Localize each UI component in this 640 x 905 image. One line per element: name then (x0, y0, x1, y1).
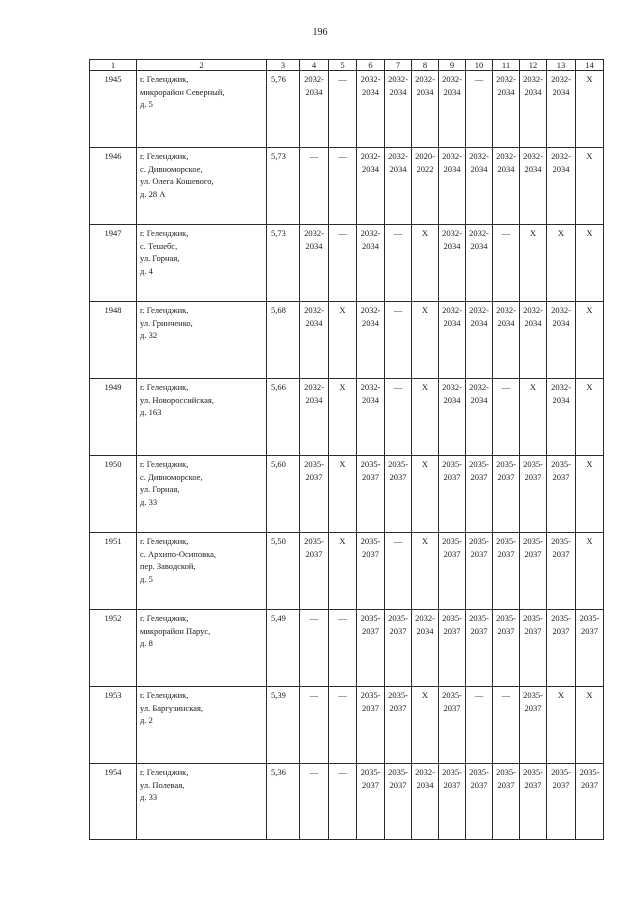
period-cell: 2032-2034 (412, 610, 439, 687)
period-cell: X (576, 302, 604, 379)
period-cell: 2035-2037 (439, 533, 466, 610)
period-cell: — (493, 225, 520, 302)
period-cell: 2035-2037 (439, 687, 466, 764)
period-cell: 2032-2034 (520, 302, 547, 379)
period-cell: X (576, 379, 604, 456)
period-cell: 2035-2037 (547, 610, 576, 687)
score-cell: 5,66 (267, 379, 300, 456)
period-cell: 2032-2034 (493, 148, 520, 225)
period-cell: 2035-2037 (300, 456, 329, 533)
period-cell: 2035-2037 (466, 610, 493, 687)
score-cell: 5,49 (267, 610, 300, 687)
period-cell: X (412, 379, 439, 456)
period-cell: 2032-2034 (466, 148, 493, 225)
period-cell: 2032-2034 (520, 148, 547, 225)
table-row (90, 71, 604, 148)
table-row (90, 148, 604, 225)
column-header: 6 (357, 60, 385, 71)
period-cell: X (520, 379, 547, 456)
period-cell: 2032-2034 (439, 225, 466, 302)
period-cell: 2032-2034 (493, 302, 520, 379)
row-number: 1951 (90, 533, 137, 610)
period-cell: 2020-2022 (412, 148, 439, 225)
period-cell: 2032-2034 (300, 379, 329, 456)
row-number: 1946 (90, 148, 137, 225)
column-number-header-row (90, 60, 604, 71)
period-cell: X (520, 225, 547, 302)
row-number: 1950 (90, 456, 137, 533)
period-cell: 2035-2037 (439, 764, 466, 840)
period-cell: 2035-2037 (466, 456, 493, 533)
column-header: 5 (329, 60, 357, 71)
column-header: 14 (576, 60, 604, 71)
period-cell: 2035-2037 (493, 764, 520, 840)
period-cell: 2035-2037 (576, 610, 604, 687)
period-cell: 2035-2037 (357, 610, 385, 687)
score-cell: 5,50 (267, 533, 300, 610)
address-cell: г. Геленджик, микрорайон Парус, д. 8 (137, 610, 267, 687)
period-cell: 2032-2034 (385, 71, 412, 148)
table-row (90, 610, 604, 687)
period-cell: 2032-2034 (547, 379, 576, 456)
period-cell: 2032-2034 (357, 71, 385, 148)
period-cell: 2032-2034 (547, 302, 576, 379)
period-cell: X (576, 456, 604, 533)
score-cell: 5,76 (267, 71, 300, 148)
period-cell: — (385, 379, 412, 456)
score-cell: 5,36 (267, 764, 300, 840)
period-cell: X (329, 533, 357, 610)
period-cell: 2035-2037 (493, 610, 520, 687)
score-cell: 5,60 (267, 456, 300, 533)
period-cell: 2032-2034 (412, 764, 439, 840)
period-cell: 2035-2037 (520, 610, 547, 687)
period-cell: X (329, 379, 357, 456)
period-cell: — (329, 148, 357, 225)
address-cell: г. Геленджик, с. Дивноморское, ул. Горная, д. 33 (137, 456, 267, 533)
address-cell: г. Геленджик, с. Архипо-Осиповка, пер. Заводской, д. 5 (137, 533, 267, 610)
period-cell: 2032-2034 (439, 71, 466, 148)
address-cell: г. Геленджик, микрорайон Северный, д. 5 (137, 71, 267, 148)
period-cell: 2035-2037 (520, 456, 547, 533)
period-cell: 2032-2034 (357, 379, 385, 456)
column-header: 4 (300, 60, 329, 71)
column-header: 10 (466, 60, 493, 71)
period-cell: 2032-2034 (412, 71, 439, 148)
period-cell: — (300, 764, 329, 840)
table-row (90, 764, 604, 840)
period-cell: 2035-2037 (439, 610, 466, 687)
table-row (90, 379, 604, 456)
period-cell: 2035-2037 (385, 764, 412, 840)
period-cell: 2032-2034 (357, 225, 385, 302)
score-cell: 5,73 (267, 148, 300, 225)
period-cell: X (412, 533, 439, 610)
period-cell: — (329, 764, 357, 840)
period-cell: 2035-2037 (520, 533, 547, 610)
period-cell: 2032-2034 (439, 302, 466, 379)
period-cell: — (329, 610, 357, 687)
column-header: 11 (493, 60, 520, 71)
column-header: 3 (267, 60, 300, 71)
period-cell: 2035-2037 (576, 764, 604, 840)
period-cell: 2035-2037 (439, 456, 466, 533)
column-header: 13 (547, 60, 576, 71)
address-cell: г. Геленджик, ул. Баргузинская, д. 2 (137, 687, 267, 764)
column-header: 12 (520, 60, 547, 71)
row-number: 1954 (90, 764, 137, 840)
column-header: 7 (385, 60, 412, 71)
address-cell: г. Геленджик, ул. Полевая, д. 33 (137, 764, 267, 840)
row-number: 1947 (90, 225, 137, 302)
period-cell: — (300, 610, 329, 687)
period-cell: 2032-2034 (357, 302, 385, 379)
page-number: 196 (312, 27, 328, 38)
row-number: 1949 (90, 379, 137, 456)
period-cell: 2035-2037 (357, 533, 385, 610)
period-cell: 2032-2034 (520, 71, 547, 148)
score-cell: 5,68 (267, 302, 300, 379)
period-cell: — (466, 71, 493, 148)
row-number: 1953 (90, 687, 137, 764)
score-cell: 5,73 (267, 225, 300, 302)
table-row (90, 225, 604, 302)
period-cell: X (576, 148, 604, 225)
period-cell: 2035-2037 (520, 687, 547, 764)
period-cell: 2035-2037 (385, 610, 412, 687)
period-cell: X (329, 302, 357, 379)
column-header: 8 (412, 60, 439, 71)
period-cell: X (412, 456, 439, 533)
table-row (90, 533, 604, 610)
column-header: 1 (90, 60, 137, 71)
period-cell: 2032-2034 (300, 302, 329, 379)
register-table (89, 59, 604, 840)
period-cell: X (547, 687, 576, 764)
score-cell: 5,39 (267, 687, 300, 764)
column-header: 2 (137, 60, 267, 71)
address-cell: г. Геленджик, с. Тешебс, ул. Горная, д. 4 (137, 225, 267, 302)
period-cell: 2032-2034 (466, 302, 493, 379)
period-cell: 2035-2037 (520, 764, 547, 840)
period-cell: 2032-2034 (439, 379, 466, 456)
table-row (90, 456, 604, 533)
period-cell: 2035-2037 (547, 456, 576, 533)
address-cell: г. Геленджик, с. Дивноморское, ул. Олега Кошевого, д. 28 А (137, 148, 267, 225)
table-row (90, 687, 604, 764)
period-cell: 2032-2034 (547, 148, 576, 225)
period-cell: 2035-2037 (493, 533, 520, 610)
period-cell: 2035-2037 (466, 764, 493, 840)
period-cell: X (412, 225, 439, 302)
column-header: 9 (439, 60, 466, 71)
period-cell: — (493, 687, 520, 764)
period-cell: 2032-2034 (300, 71, 329, 148)
row-number: 1952 (90, 610, 137, 687)
row-number: 1945 (90, 71, 137, 148)
period-cell: 2035-2037 (300, 533, 329, 610)
period-cell: — (329, 225, 357, 302)
period-cell: X (412, 687, 439, 764)
period-cell: — (329, 71, 357, 148)
period-cell: 2035-2037 (547, 533, 576, 610)
period-cell: X (547, 225, 576, 302)
period-cell: — (385, 225, 412, 302)
period-cell: — (385, 533, 412, 610)
period-cell: X (576, 71, 604, 148)
period-cell: 2032-2034 (439, 148, 466, 225)
period-cell: 2035-2037 (547, 764, 576, 840)
period-cell: 2035-2037 (466, 533, 493, 610)
period-cell: — (466, 687, 493, 764)
period-cell: 2035-2037 (357, 764, 385, 840)
period-cell: 2035-2037 (357, 687, 385, 764)
period-cell: — (300, 148, 329, 225)
period-cell: X (576, 225, 604, 302)
address-cell: г. Геленджик, ул. Гринченко, д. 32 (137, 302, 267, 379)
period-cell: 2035-2037 (357, 456, 385, 533)
table-row (90, 302, 604, 379)
period-cell: — (329, 687, 357, 764)
period-cell: 2032-2034 (547, 71, 576, 148)
period-cell: 2032-2034 (466, 225, 493, 302)
period-cell: — (493, 379, 520, 456)
period-cell: X (412, 302, 439, 379)
period-cell: 2032-2034 (357, 148, 385, 225)
period-cell: 2032-2034 (300, 225, 329, 302)
period-cell: 2032-2034 (493, 71, 520, 148)
period-cell: — (385, 302, 412, 379)
period-cell: X (576, 533, 604, 610)
period-cell: 2035-2037 (493, 456, 520, 533)
period-cell: 2035-2037 (385, 687, 412, 764)
period-cell: 2032-2034 (385, 148, 412, 225)
period-cell: 2035-2037 (385, 456, 412, 533)
period-cell: X (576, 687, 604, 764)
row-number: 1948 (90, 302, 137, 379)
period-cell: — (300, 687, 329, 764)
period-cell: X (329, 456, 357, 533)
period-cell: 2032-2034 (466, 379, 493, 456)
address-cell: г. Геленджик, ул. Новороссийская, д. 163 (137, 379, 267, 456)
